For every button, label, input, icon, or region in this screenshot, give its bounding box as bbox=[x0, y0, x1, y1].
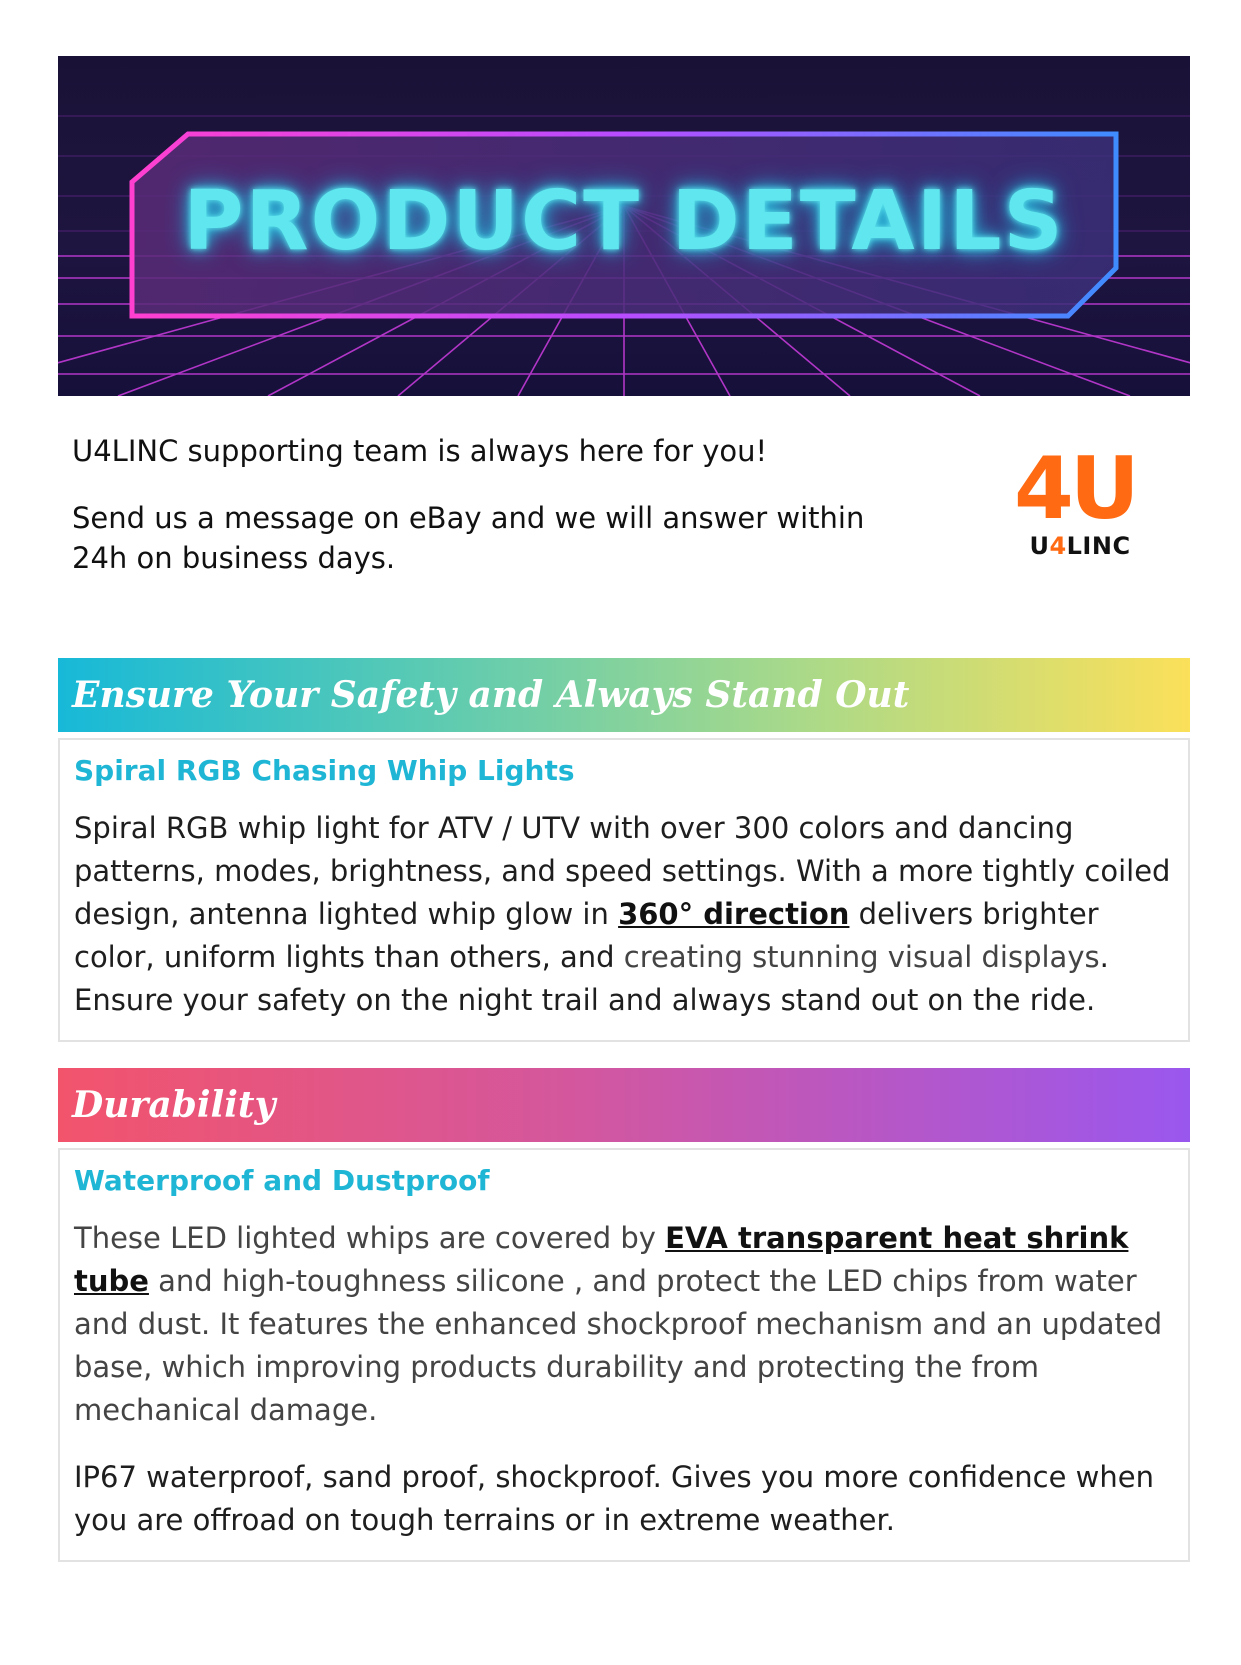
section-subtitle: Spiral RGB Chasing Whip Lights bbox=[74, 754, 575, 787]
description-text: delivers brighter color, uniform lights than others, and bbox=[74, 897, 1099, 974]
logo-word-part1: U bbox=[1029, 532, 1050, 560]
highlight-link[interactable]: EVA transparent heat shrink tube bbox=[74, 1221, 1129, 1298]
logo-mark: 4U bbox=[1014, 439, 1136, 539]
section-description bbox=[74, 807, 1174, 1022]
highlight-link[interactable]: 360° direction bbox=[618, 897, 850, 931]
support-message: U4LINC supporting team is always here for you! bbox=[72, 434, 768, 468]
logo-word-part2: LINC bbox=[1066, 532, 1131, 560]
description-text: . Ensure your safety on the night trail and always stand out on the ride. bbox=[74, 940, 1109, 1017]
section-description-2: IP67 waterproof, sand proof, shockproof. Gives you more confidence when you are offroad on tough terrains or in extreme weather. bbox=[74, 1460, 1154, 1537]
description-text-muted: creating stunning visual displays bbox=[623, 940, 1100, 974]
support-info bbox=[58, 396, 1190, 658]
description-text: Spiral RGB whip light for ATV / UTV with over 300 colors and dancing patterns, modes, brightness, and speed settings. With a more tightly coiled design, antenna lighted whip glow in bbox=[74, 811, 1171, 931]
section-header: Durability bbox=[58, 1068, 1190, 1142]
description-text: and high-toughness silicone , and protect the LED chips from water and dust. It features the enhanced shockproof mechanism and an updated base, which improving products durability and protecting the from mechanical damage. bbox=[74, 1264, 1163, 1427]
banner-title: PRODUCT DETAILS bbox=[183, 174, 1065, 269]
section-safety bbox=[58, 658, 1190, 1042]
u4linc-logo bbox=[1010, 439, 1150, 560]
logo-word-accent: 4 bbox=[1049, 532, 1067, 560]
section-header: Ensure Your Safety and Always Stand Out bbox=[58, 658, 1190, 732]
product-details-page bbox=[58, 56, 1190, 1562]
section-subtitle: Waterproof and Dustproof bbox=[74, 1164, 490, 1197]
section-description bbox=[74, 1217, 1174, 1432]
product-details-banner bbox=[58, 56, 1190, 396]
section-durability bbox=[58, 1068, 1190, 1562]
response-time-message: Send us a message on eBay and we will answer within 24h on business days. bbox=[72, 501, 865, 575]
section-content bbox=[58, 1148, 1190, 1562]
description-text: These LED lighted whips are covered by bbox=[74, 1221, 666, 1255]
section-content bbox=[58, 738, 1190, 1042]
logo-wordmark bbox=[1010, 532, 1150, 560]
